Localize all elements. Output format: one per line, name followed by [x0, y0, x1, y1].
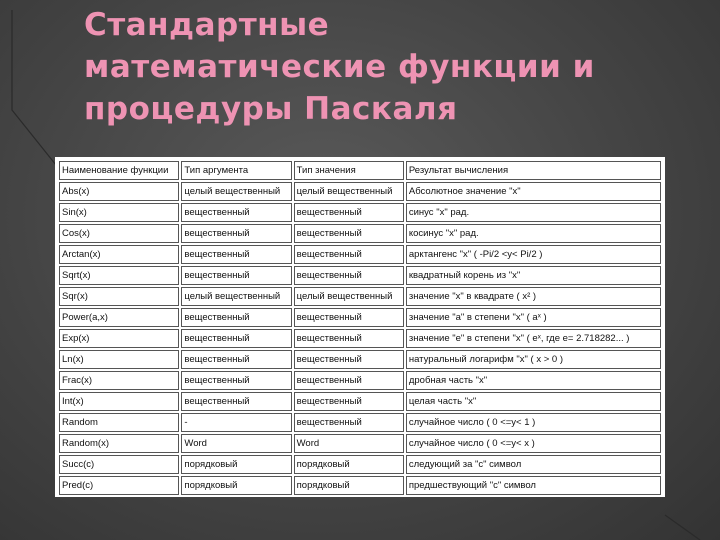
table-cell: Word — [181, 434, 291, 453]
table-cell: вещественный — [181, 392, 291, 411]
table-cell: синус "x" рад. — [406, 203, 661, 222]
table-row — [59, 245, 661, 264]
table-cell: косинус "x" рад. — [406, 224, 661, 243]
table-cell: дробная часть "x" — [406, 371, 661, 390]
table-row — [59, 392, 661, 411]
table-cell: вещественный — [294, 203, 404, 222]
table-cell: Sqrt(x) — [59, 266, 179, 285]
table-cell: Exp(x) — [59, 329, 179, 348]
table-cell: вещественный — [181, 350, 291, 369]
table-cell: случайное число ( 0 <=y< 1 ) — [406, 413, 661, 432]
table-cell: вещественный — [294, 308, 404, 327]
table-cell: порядковый — [294, 476, 404, 495]
table-cell: вещественный — [294, 245, 404, 264]
table-cell: Random — [59, 413, 179, 432]
table-cell: вещественный — [294, 350, 404, 369]
table-cell: вещественный — [294, 413, 404, 432]
table-cell: значение "a" в степени "x" ( aˣ ) — [406, 308, 661, 327]
table-row — [59, 413, 661, 432]
table-cell: вещественный — [294, 371, 404, 390]
functions-table — [57, 159, 663, 497]
table-cell: целый вещественный — [181, 287, 291, 306]
table-cell: Succ(c) — [59, 455, 179, 474]
table-cell: Sin(x) — [59, 203, 179, 222]
table-cell: целый вещественный — [181, 182, 291, 201]
table-cell: Тип значения — [294, 161, 404, 180]
table-cell: целая часть "x" — [406, 392, 661, 411]
table-cell: Pred(c) — [59, 476, 179, 495]
table-row — [59, 287, 661, 306]
table-row — [59, 455, 661, 474]
corner-line-decoration — [12, 10, 60, 170]
table-cell: значение "x" в квадрате ( x² ) — [406, 287, 661, 306]
table-row — [59, 203, 661, 222]
table-cell: Наименование функции — [59, 161, 179, 180]
table-cell: следующий за "с" символ — [406, 455, 661, 474]
table-cell: вещественный — [294, 392, 404, 411]
table-cell: вещественный — [181, 266, 291, 285]
table-cell: Sqr(x) — [59, 287, 179, 306]
table-cell: вещественный — [294, 224, 404, 243]
table-row — [59, 350, 661, 369]
table-header-row — [59, 161, 661, 180]
table-row — [59, 224, 661, 243]
table-cell: Int(x) — [59, 392, 179, 411]
table-cell: порядковый — [294, 455, 404, 474]
table-cell: вещественный — [294, 266, 404, 285]
table-cell: Cos(x) — [59, 224, 179, 243]
table-cell: вещественный — [294, 329, 404, 348]
table-cell: Тип аргумента — [181, 161, 291, 180]
table-cell: натуральный логарифм "x" ( x > 0 ) — [406, 350, 661, 369]
table-row — [59, 266, 661, 285]
table-cell: Abs(x) — [59, 182, 179, 201]
table-row — [59, 371, 661, 390]
corner-line-decoration — [665, 515, 700, 540]
table-cell: - — [181, 413, 291, 432]
table-cell: квадратный корень из "x" — [406, 266, 661, 285]
table-row — [59, 308, 661, 327]
table-cell: вещественный — [181, 203, 291, 222]
slide-title — [84, 4, 684, 130]
table-cell: значение "e" в степени "x" ( eˣ, где e= 2.718282... ) — [406, 329, 661, 348]
slide-title-line: процедуры Паскаля — [84, 91, 458, 127]
table-cell: вещественный — [181, 329, 291, 348]
table-cell: порядковый — [181, 455, 291, 474]
table-row — [59, 434, 661, 453]
table-cell: вещественный — [181, 308, 291, 327]
table-cell: вещественный — [181, 224, 291, 243]
table-cell: целый вещественный — [294, 182, 404, 201]
table-cell: арктангенс "x" ( -Pi/2 <y< Pi/2 ) — [406, 245, 661, 264]
table-cell: Arctan(x) — [59, 245, 179, 264]
table-cell: Power(a,x) — [59, 308, 179, 327]
table-cell: целый вещественный — [294, 287, 404, 306]
table-cell: Абсолютное значение "x" — [406, 182, 661, 201]
table-cell: случайное число ( 0 <=y< x ) — [406, 434, 661, 453]
table-cell: вещественный — [181, 245, 291, 264]
table-cell: Результат вычисления — [406, 161, 661, 180]
slide-title-line: математические функции и — [84, 49, 595, 85]
table-cell: Word — [294, 434, 404, 453]
table-cell: вещественный — [181, 371, 291, 390]
slide-title-line: Стандартные — [84, 7, 330, 43]
table-cell: Ln(x) — [59, 350, 179, 369]
table-row — [59, 329, 661, 348]
table-cell: Random(x) — [59, 434, 179, 453]
table-row — [59, 182, 661, 201]
table-row — [59, 476, 661, 495]
table-cell: Frac(x) — [59, 371, 179, 390]
functions-table-panel — [55, 157, 665, 497]
table-cell: порядковый — [181, 476, 291, 495]
functions-table-body — [59, 161, 661, 495]
table-cell: предшествующий "с" символ — [406, 476, 661, 495]
